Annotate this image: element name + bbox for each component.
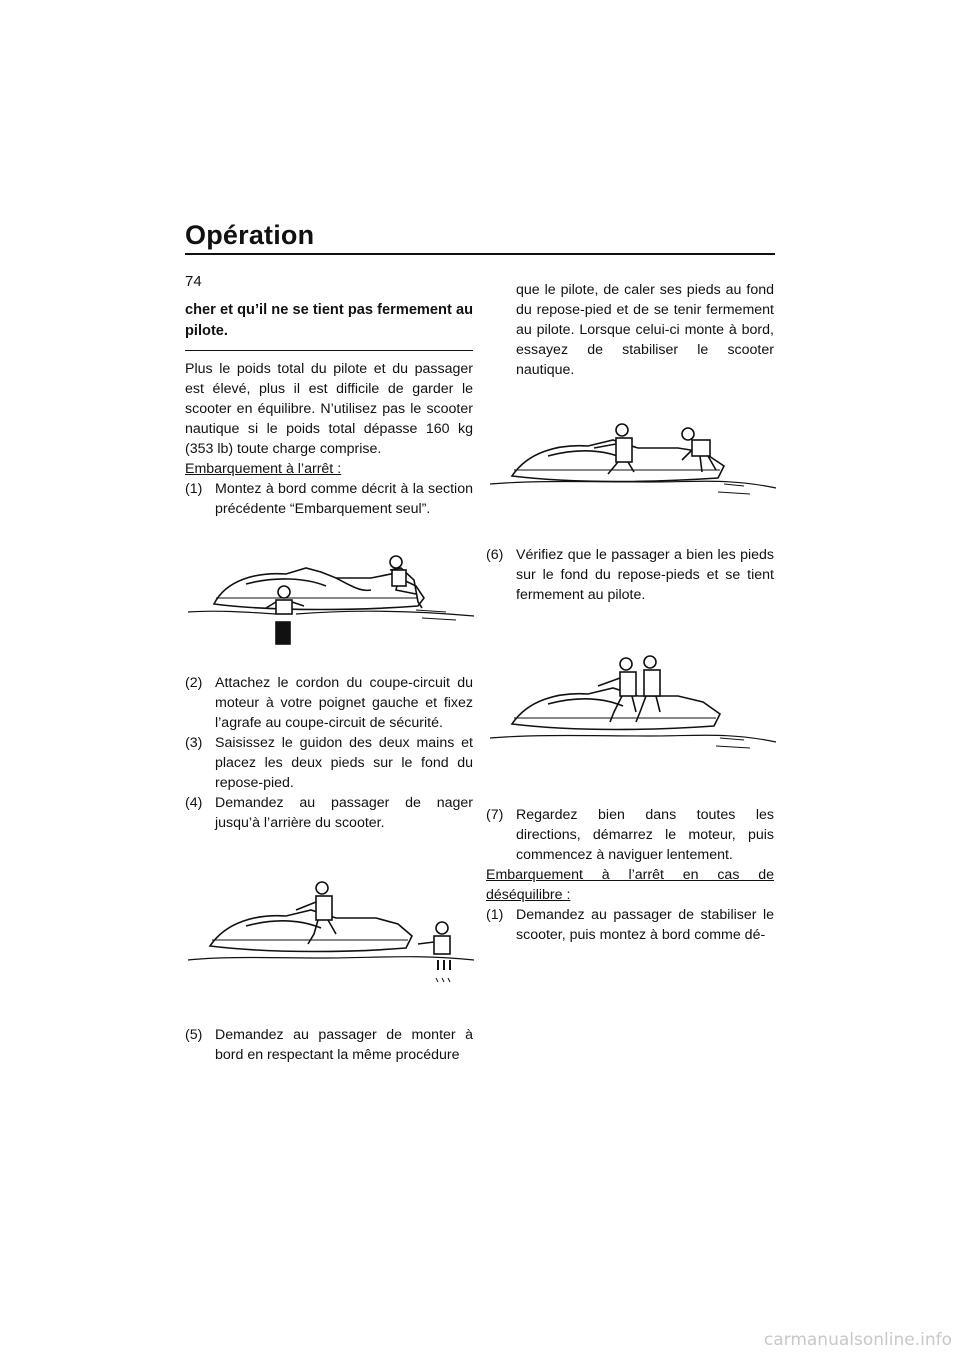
step-text: Vérifiez que le passager a bien les pieds sur le fond du repose-pieds et se tient fermement au pilote. <box>516 547 774 603</box>
step-text: Demandez au passager de stabiliser le scooter, puis montez à bord comme dé- <box>516 907 774 943</box>
right-column-bottom <box>486 805 774 945</box>
step-number: (5) <box>185 1027 203 1043</box>
left-column-step5 <box>185 1025 473 1065</box>
step-1 <box>185 479 473 519</box>
warning-tail: cher et qu’il ne se tient pas fermement au pilote. <box>185 302 473 339</box>
step-7 <box>486 805 774 865</box>
step-text: Demandez au passager de nager jusqu’à l’arrière du scooter. <box>215 795 473 831</box>
section-heading-unbalanced: Embarquement à l’arrêt en cas de déséquilibre : <box>486 867 774 903</box>
step-number: (1) <box>185 481 203 497</box>
step-3 <box>185 733 473 793</box>
step-number: (6) <box>486 547 504 563</box>
step-text: Regardez bien dans toutes les directions, démarrez le moteur, puis commencez à naviguer lentement. <box>516 807 774 863</box>
step-number: (3) <box>185 735 203 751</box>
step-1b <box>486 905 774 945</box>
step-number: (4) <box>185 795 203 811</box>
title-divider <box>185 253 775 255</box>
left-column-top <box>185 300 473 519</box>
step-number: (2) <box>185 675 203 691</box>
page-number: 74 <box>185 273 202 290</box>
illustration-passenger-side <box>186 550 476 650</box>
step-2 <box>185 673 473 733</box>
section-heading-stationary: Embarquement à l’arrêt : <box>185 461 342 477</box>
step-5-continued: que le pilote, de caler ses pieds au fond du repose-pied et de se tenir fermement au pilote. Lorsque celui-ci monte à bord, essayez de stabiliser le scooter nautique. <box>516 282 774 378</box>
warning-divider <box>185 350 473 351</box>
step-5 <box>185 1025 473 1065</box>
step-text: Demandez au passager de monter à bord en respectant la même procédure <box>215 1027 473 1063</box>
step-text: Saisissez le guidon des deux mains et placez les deux pieds sur le fond du repose-pied. <box>215 735 473 791</box>
left-column-steps <box>185 673 473 833</box>
right-column-step6 <box>486 545 774 605</box>
page-title: Opération <box>185 220 315 250</box>
step-text: Montez à bord comme décrit à la section précédente “Embarquement seul”. <box>215 481 473 517</box>
watermark-site: carmanualsonline.info <box>763 1330 952 1350</box>
step-number: (7) <box>486 807 504 823</box>
illustration-passenger-boarding <box>488 420 778 510</box>
illustration-rider-and-passenger <box>488 652 778 762</box>
step-4 <box>185 793 473 833</box>
weight-paragraph: Plus le poids total du pilote et du passager est élevé, plus il est difficile de garder le scooter en équilibre. N’utilisez pas le scooter nautique si le poids total dépasse 160 kg (353 lb) toute charge comprise. <box>185 361 473 457</box>
illustration-passenger-rear <box>186 878 476 988</box>
step-text: Attachez le cordon du coupe-circuit du moteur à votre poignet gauche et fixez l’agrafe au coupe-circuit de sécurité. <box>215 675 473 731</box>
right-column-top <box>486 280 774 380</box>
step-number: (1) <box>486 907 504 923</box>
step-6 <box>486 545 774 605</box>
